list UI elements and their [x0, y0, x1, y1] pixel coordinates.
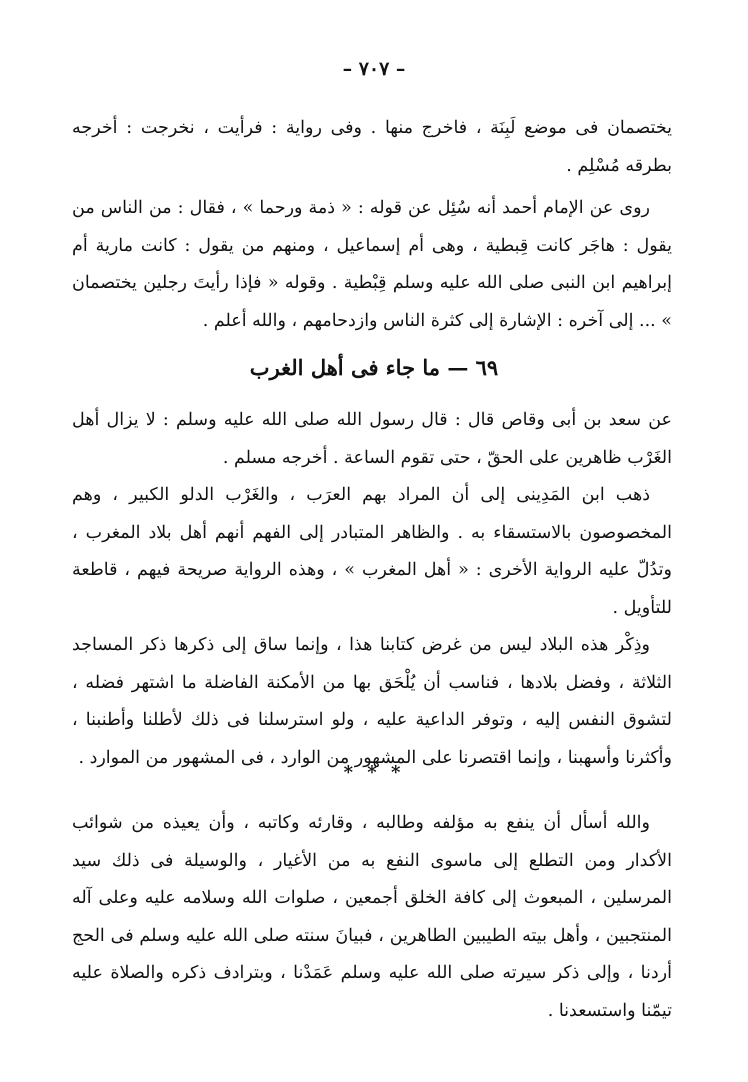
closing-block [72, 805, 672, 1030]
paragraph: يختصمان فى موضع لَبِنَة ، فاخرج منها . وفى رواية : فرأيت ، نخرجت : أخرجه بطرقه مُسْلِم . [72, 118, 672, 176]
hadith-paragraph: عن سعد بن أبى وقاص قال : قال رسول الله صلى الله عليه وسلم : لا يزال أهل الغَرْب ظاهرين على الحقّ ، حتى تقوم الساعة . أخرجه مسلم . [72, 410, 672, 468]
section-body [72, 402, 672, 777]
paragraph: روى عن الإمام أحمد أنه سُئِل عن قوله : « ذمة ورحما » ، فقال : من الناس من يقول : هاجَر كانت قِبطية ، وهى أم إسماعيل ، ومنهم من يقول : كانت مارية أم إبراهيم ابن النبى صلى الله عليه وسلم قِبْطية . وقوله « فإذا رأيتَ رجلين يختصمان » ... إلى آخره : الإشارة إلى كثرة الناس وازدحامهم ، والله أعلم . [72, 198, 672, 331]
continuation-text [72, 110, 672, 185]
paragraph: والله أسأل أن ينفع به مؤلفه وطالبه ، وقارئه وكاتبه ، وأن يعيذه من شوائب الأكدار ومن التطلع إلى ماسوى النفع به من الأغيار ، والوسيلة فى ذلك سيد المرسلين ، المبعوث إلى كافة الخلق أجمعين ، صلوات الله وسلامه عليه وعلى آله المنتجبين ، وأهل بيته الطيبين الطاهرين ، فبيانَ سنته صلى الله عليه وسلم فى الحج أردنا ، وإلى ذكر سيرته صلى الله عليه وسلم عَمَدْنا ، وبترادف ذكره والصلاة عليه تيمّنا واستسعدنا . [72, 813, 672, 1021]
paragraph: ذهب ابن المَدِينى إلى أن المراد بهم العرَب ، والغَرْب الدلو الكبير ، وهم المخصوصون بالاستسقاء به . والظاهر المتبادر إلى الفهم أنهم أهل بلاد المغرب ، وتدُلّ عليه الرواية الأخرى : « أهل المغرب » ، وهذه الرواية صريحة فيهم ، قاطعة للتأويل . [72, 485, 672, 618]
page-number: – ٧٠٧ – [342, 58, 406, 80]
commentary-block [72, 190, 672, 340]
section-separator: * * * [343, 762, 405, 783]
section-heading: ٦٩ — ما جاء فى أهل الغرب [249, 355, 499, 380]
paragraph: وذِكْر هذه البلاد ليس من غرض كتابنا هذا ، وإنما ساق إلى ذكرها ذكر المساجد الثلاثة ، وفضل بلادها ، فناسب أن يُلْحَق بها من الأمكنة الفاضلة ما اشتهر فضله ، لتشوق النفس إليه ، وتوفر الداعية عليه ، ولو استرسلنا فى ذلك لأطلنا وأطنبنا ، وأكثرنا وأسهبنا ، وإنما اقتصرنا على المشهور من الوارد ، فى المشهور من الموارد . [72, 635, 672, 768]
